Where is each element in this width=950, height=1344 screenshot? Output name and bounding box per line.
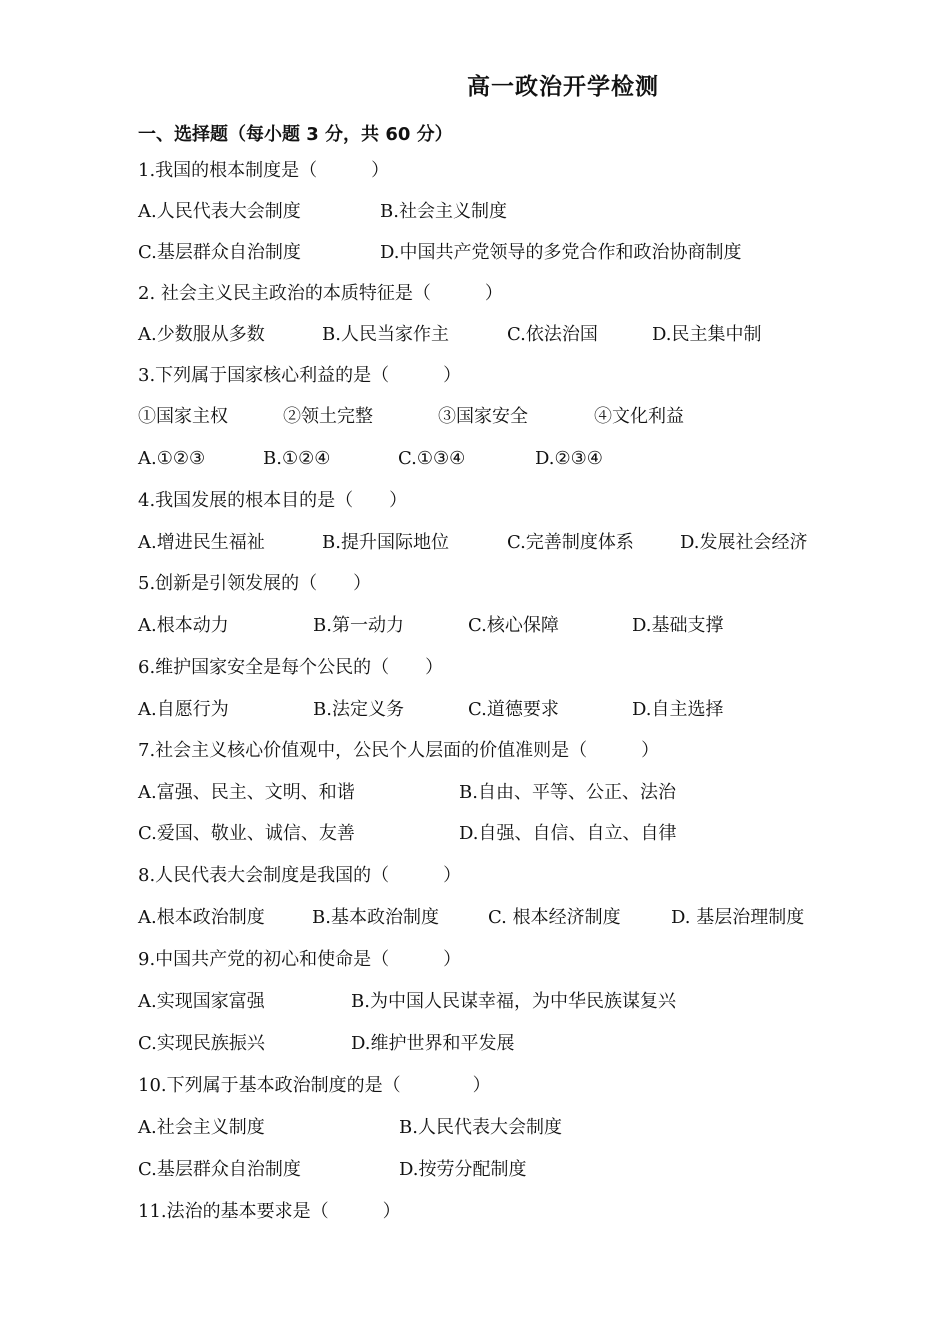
question-9-stem: 9.中国共产党的初心和使命是（ ） — [138, 949, 462, 970]
option-b: B.第一动力 — [313, 615, 404, 636]
question-1-stem: 1.我国的根本制度是（ ） — [138, 160, 390, 181]
option-b: B.自由、平等、公正、法治 — [459, 782, 676, 803]
statement-2: ②领土完整 — [283, 406, 373, 427]
option-a: A.人民代表大会制度 — [138, 201, 301, 222]
option-a: A.增进民生福祉 — [138, 532, 265, 553]
question-3-stem: 3.下列属于国家核心利益的是（ ） — [138, 365, 462, 386]
option-a: A.自愿行为 — [138, 699, 229, 720]
option-c: C.基层群众自治制度 — [138, 242, 301, 263]
option-a: A.实现国家富强 — [138, 991, 265, 1012]
option-d: D. 基层治理制度 — [671, 907, 805, 928]
option-b: B.基本政治制度 — [312, 907, 439, 928]
option-d: D.民主集中制 — [652, 324, 762, 345]
option-d: D.按劳分配制度 — [399, 1159, 527, 1180]
statement-3: ③国家安全 — [438, 406, 528, 427]
option-a: A.社会主义制度 — [138, 1117, 265, 1138]
option-b: B.为中国人民谋幸福，为中华民族谋复兴 — [351, 991, 676, 1012]
option-b: B.法定义务 — [313, 699, 404, 720]
option-d: D.维护世界和平发展 — [351, 1033, 515, 1054]
question-6-stem: 6.维护国家安全是每个公民的（ ） — [138, 657, 444, 678]
option-d: D.②③④ — [535, 448, 603, 469]
option-c: C. 根本经济制度 — [488, 907, 621, 928]
question-8-stem: 8.人民代表大会制度是我国的（ ） — [138, 865, 462, 886]
option-b: B.①②④ — [263, 448, 331, 469]
option-d: D.自主选择 — [632, 699, 724, 720]
option-c: C.完善制度体系 — [507, 532, 634, 553]
option-c: C.依法治国 — [507, 324, 598, 345]
exam-title: 高一政治开学检测 — [467, 74, 659, 100]
option-c: C.道德要求 — [468, 699, 559, 720]
question-10-stem: 10.下列属于基本政治制度的是（ ） — [138, 1075, 491, 1096]
option-b: B.社会主义制度 — [380, 201, 507, 222]
option-b: B.人民代表大会制度 — [399, 1117, 562, 1138]
option-a: A.少数服从多数 — [138, 324, 265, 345]
option-c: C.核心保障 — [468, 615, 559, 636]
option-c: C.爱国、敬业、诚信、友善 — [138, 823, 355, 844]
option-b: B.人民当家作主 — [322, 324, 449, 345]
option-c: C.实现民族振兴 — [138, 1033, 265, 1054]
statement-4: ④文化利益 — [594, 406, 684, 427]
option-d: D.中国共产党领导的多党合作和政治协商制度 — [380, 242, 742, 263]
question-11-stem: 11.法治的基本要求是（ ） — [138, 1201, 401, 1222]
option-d: D.基础支撑 — [632, 615, 724, 636]
question-7-stem: 7.社会主义核心价值观中，公民个人层面的价值准则是（ ） — [138, 740, 660, 761]
option-d: D.发展社会经济 — [680, 532, 808, 553]
option-a: A.根本政治制度 — [138, 907, 265, 928]
statement-1: ①国家主权 — [138, 406, 228, 427]
option-c: C.①③④ — [398, 448, 466, 469]
option-d: D.自强、自信、自立、自律 — [459, 823, 677, 844]
question-4-stem: 4.我国发展的根本目的是（ ） — [138, 490, 408, 511]
section-heading: 一、选择题（每小题 3 分，共 60 分） — [138, 124, 453, 145]
option-b: B.提升国际地位 — [322, 532, 449, 553]
question-2-stem: 2. 社会主义民主政治的本质特征是（ ） — [138, 283, 503, 304]
option-c: C.基层群众自治制度 — [138, 1159, 301, 1180]
option-a: A.根本动力 — [138, 615, 229, 636]
option-a: A.富强、民主、文明、和谐 — [138, 782, 355, 803]
option-a: A.①②③ — [138, 448, 206, 469]
question-5-stem: 5.创新是引领发展的（ ） — [138, 573, 372, 594]
